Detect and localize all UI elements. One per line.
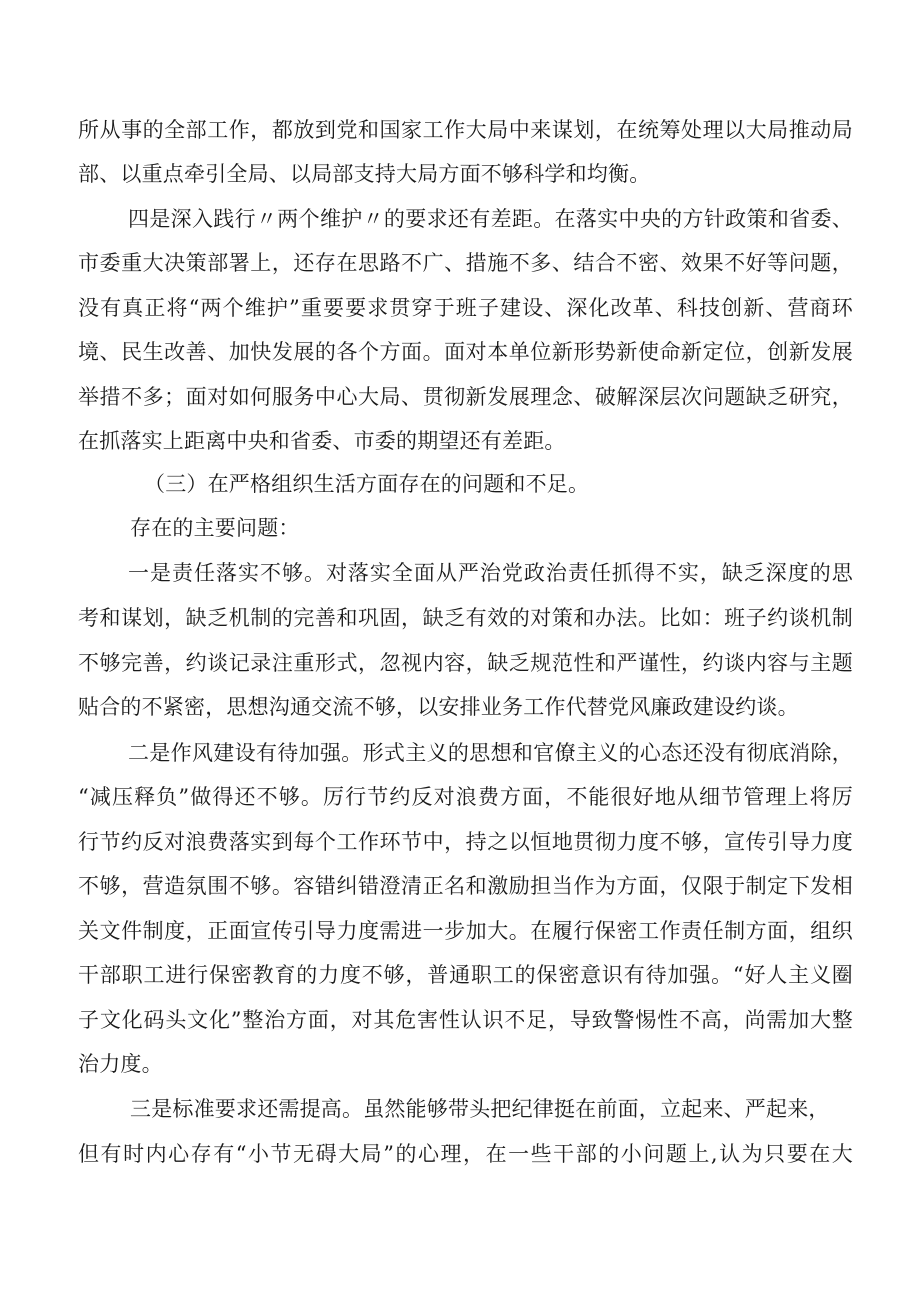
paragraph-start: 三是标准要求还需提高。虽然能够带头把纪律挺在前面，立起来、严起来，	[130, 1097, 830, 1121]
text-line: 没有真正将“两个维护”重要要求贯穿于班子建设、深化改革、科技创新、营商环	[78, 296, 853, 320]
paragraph-start: 一是责任落实不够。对落实全面从严治党政治责任抓得不实，缺乏深度的思	[128, 561, 853, 585]
text-line: 治力度。	[78, 1052, 163, 1076]
text-line: 考和谋划，缺乏机制的完善和巩固，缺乏有效的对策和办法。比如：班子约谈机制	[78, 606, 853, 630]
text-line: 贴合的不紧密，思想沟通交流不够，以安排业务工作代替党风廉政建设约谈。	[78, 695, 799, 719]
subheading: 存在的主要问题：	[130, 516, 300, 540]
text-line: “减压释负”做得还不够。厉行节约反对浪费方面，不能很好地从细节管理上将厉	[78, 785, 853, 809]
text-line: 境、民生改善、加快发展的各个方面。面对本单位新形势新使命新定位，创新发展	[78, 340, 853, 364]
text-line: 不够，营造氛围不够。容错纠错澄清正名和激励担当作为方面，仅限于制定下发相	[78, 874, 853, 898]
text-line: 干部职工进行保密教育的力度不够，普通职工的保密意识有待加强。“好人主义圈	[78, 963, 853, 987]
text-line: 所从事的全部工作，都放到党和国家工作大局中来谋划，在统筹处理以大局推动局	[78, 118, 853, 142]
paragraph-start: 四是深入践行〃两个维护〃的要求还有差距。在落实中央的方针政策和省委、	[128, 207, 853, 231]
text-line: 但有时内心存有“小节无碍大局”的心理，在一些干部的小问题上,认为只要在大	[78, 1142, 853, 1166]
text-line: 部、以重点牵引全局、以局部支持大局方面不够科学和均衡。	[78, 162, 651, 186]
text-line: 举措不多；面对如何服务中心大局、贯彻新发展理念、破解深层次问题缺乏研究，	[78, 385, 853, 409]
paragraph-start: 二是作风建设有待加强。形式主义的思想和官僚主义的心态还没有彻底消除，	[128, 741, 853, 765]
text-line: 子文化码头文化”整治方面，对其危害性认识不足，导致警惕性不高，尚需加大整	[78, 1008, 853, 1032]
section-heading: （三）在严格组织生活方面存在的问题和不足。	[144, 472, 590, 496]
text-line: 不够完善，约谈记录注重形式，忽视内容，缺乏规范性和严谨性，约谈内容与主题	[78, 651, 853, 675]
text-line: 市委重大决策部署上，还存在思路不广、措施不多、结合不密、效果不好等问题，	[78, 251, 853, 275]
text-line: 关文件制度，正面宣传引导力度需进一步加大。在履行保密工作责任制方面，组织	[78, 919, 853, 943]
text-line: 行节约反对浪费落实到每个工作环节中，持之以恒地贯彻力度不够，宣传引导力度	[78, 830, 853, 854]
text-line: 在抓落实上距离中央和省委、市委的期望还有差距。	[78, 429, 566, 453]
